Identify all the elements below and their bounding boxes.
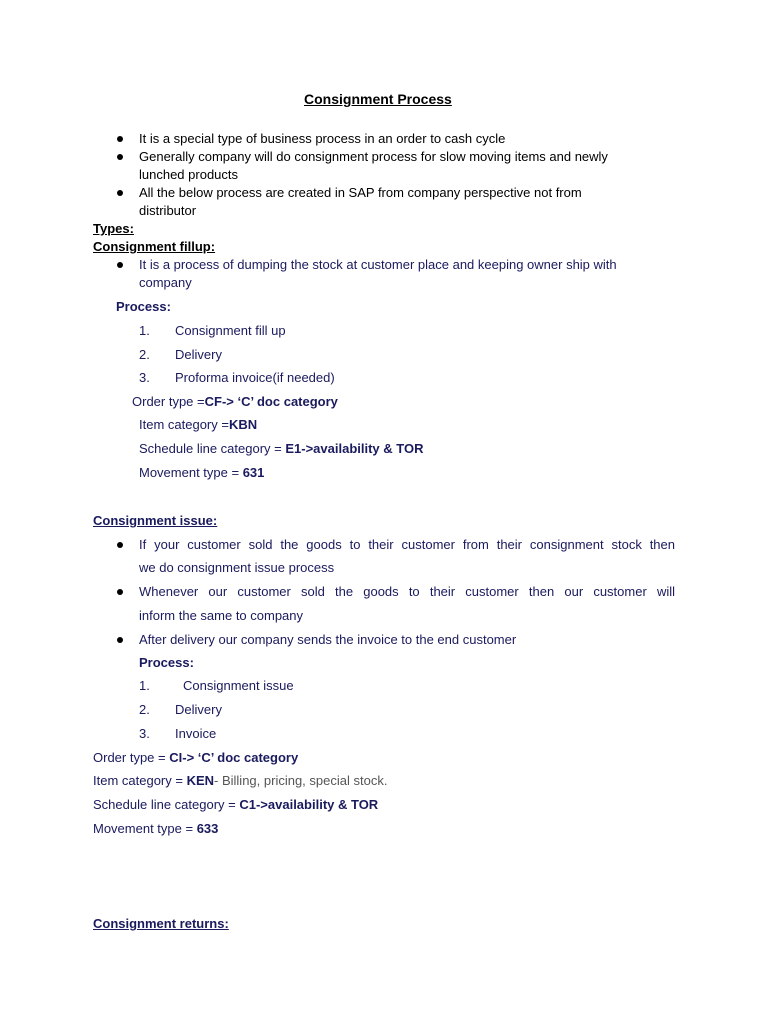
issue-step-num: 1.	[139, 678, 150, 693]
issue-movement-value: 633	[196, 821, 219, 836]
issue-bullet-2-line-2: inform the same to company	[139, 608, 304, 623]
fillup-order-type	[132, 393, 338, 411]
issue-item-category	[93, 772, 387, 790]
issue-movement-type	[93, 820, 218, 838]
issue-bullet-1-line-2: we do consignment issue process	[139, 560, 335, 575]
issue-heading: Consignment issue:	[93, 513, 218, 528]
fillup-step-num: 2.	[139, 347, 150, 362]
issue-order-type-label: Order type =	[93, 750, 170, 765]
issue-bullet-3: After delivery our company sends the invoice to the end customer	[139, 632, 517, 647]
issue-order-type	[93, 749, 298, 767]
issue-step-num: 2.	[139, 702, 150, 717]
intro-line-3: All the below process are created in SAP from company perspective not from	[139, 185, 582, 200]
fillup-sched-label: Schedule line category =	[139, 441, 286, 456]
fillup-step-text: Consignment fill up	[175, 323, 286, 338]
bullet-icon	[117, 136, 123, 142]
fillup-order-type-value: CF-> ‘C’ doc category	[204, 394, 338, 409]
intro-line-1: It is a special type of business process in an order to cash cycle	[139, 131, 506, 146]
issue-bullet-2-line-1: Whenever our customer sold the goods to their customer then our customer will	[139, 584, 675, 599]
intro-line-3b: distributor	[139, 203, 197, 218]
bullet-icon	[117, 154, 123, 160]
fillup-item-cat-value: KBN	[228, 417, 258, 432]
types-heading: Types:	[93, 221, 134, 236]
fillup-process-label: Process:	[116, 299, 171, 314]
fillup-movement-value: 631	[242, 465, 265, 480]
issue-item-cat-note: - Billing, pricing, special stock.	[214, 773, 388, 788]
issue-sched-value: C1->availability & TOR	[239, 797, 379, 812]
fillup-order-type-label: Order type =	[132, 394, 205, 409]
bullet-icon	[117, 262, 123, 268]
fillup-sched-value: E1->availability & TOR	[285, 441, 424, 456]
issue-process-label: Process:	[139, 655, 194, 670]
fillup-movement-label: Movement type =	[139, 465, 243, 480]
returns-heading: Consignment returns:	[93, 916, 229, 931]
issue-sched-label: Schedule line category =	[93, 797, 240, 812]
fillup-schedule-line	[139, 440, 423, 458]
issue-item-cat-label: Item category =	[93, 773, 187, 788]
issue-bullet-1-line-1: If your customer sold the goods to their customer from their consignment stock then	[139, 537, 675, 552]
bullet-icon	[117, 190, 123, 196]
page-title: Consignment Process	[304, 91, 452, 107]
intro-line-2: Generally company will do consignment process for slow moving items and newly	[139, 149, 608, 164]
fillup-step-text: Delivery	[175, 347, 222, 362]
fillup-bullet-line-2: company	[139, 275, 192, 290]
fillup-step-num: 1.	[139, 323, 150, 338]
bullet-icon	[117, 589, 123, 595]
bullet-icon	[117, 637, 123, 643]
issue-item-cat-value: KEN	[186, 773, 215, 788]
fillup-item-category	[139, 416, 257, 434]
fillup-movement-type	[139, 464, 264, 482]
issue-step-text: Consignment issue	[183, 678, 294, 693]
issue-step-text: Invoice	[175, 726, 217, 741]
issue-movement-label: Movement type =	[93, 821, 197, 836]
fillup-bullet-line-1: It is a process of dumping the stock at customer place and keeping owner ship with	[139, 257, 617, 272]
fillup-step-num: 3.	[139, 370, 150, 385]
fillup-step-text: Proforma invoice(if needed)	[175, 370, 335, 385]
issue-step-text: Delivery	[175, 702, 222, 717]
issue-schedule-line	[93, 796, 378, 814]
issue-order-type-value: CI-> ‘C’ doc category	[169, 750, 299, 765]
bullet-icon	[117, 542, 123, 548]
issue-step-num: 3.	[139, 726, 150, 741]
fillup-item-cat-label: Item category =	[139, 417, 229, 432]
intro-line-2b: lunched products	[139, 167, 239, 182]
fillup-heading: Consignment fillup:	[93, 239, 216, 254]
